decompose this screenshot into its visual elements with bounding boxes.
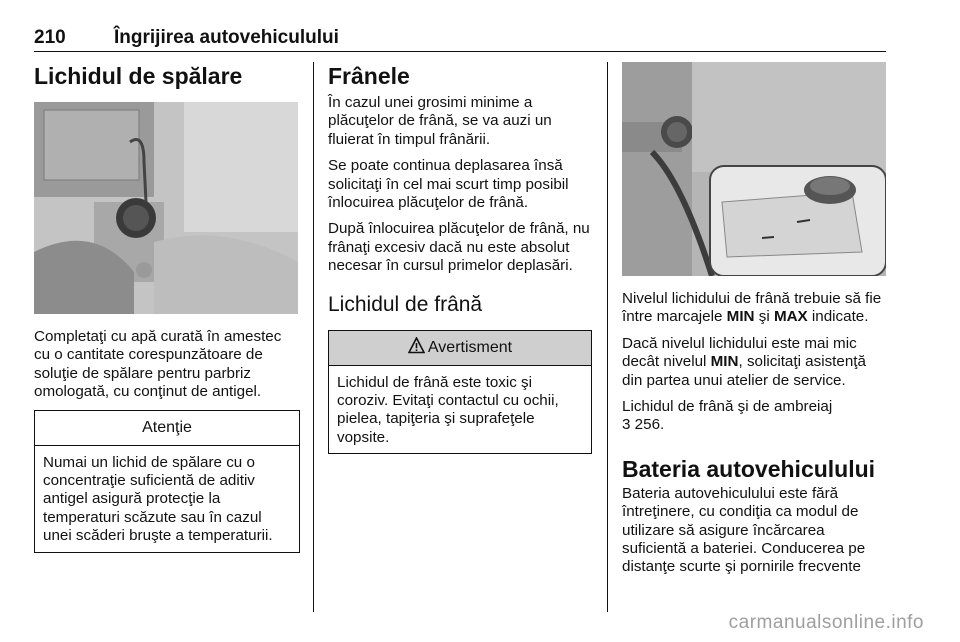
page-header <box>34 27 886 52</box>
page-reference-arrow-icon: 3 <box>622 416 631 434</box>
page-reference[interactable]: 256. <box>630 416 665 434</box>
brake-fluid-reservoir-photo <box>622 62 886 276</box>
brakes-paragraph-2: Se poate continua deplasarea însă solicitaţi în cel mai scurt timp posibil înlocuirea plăcuţelor de frână. <box>328 157 569 212</box>
min-mark: MIN <box>710 353 739 371</box>
warning-body: Lichidul de frână este toxic şi coroziv. Evitaţi contactul cu ochii, pielea, tapiţeria şi suprafeţele vopsite. <box>337 373 559 446</box>
note-title: Atenţie <box>35 411 299 446</box>
battery-paragraph: Bateria autovehiculului este fără întreţinere, cu condiţia ca modul de utilizare să asigure încărcarea suficientă a bateriei. Conducerea pe distanţe scurte şi pornirile frecvente <box>622 484 866 576</box>
section-heading-battery: Bateria autovehiculului <box>622 455 876 482</box>
low-level-paragraph: Dacă nivelul lichidului este mai mic decât nivelul MIN, solicitaţi asistenţă din partea unui atelier de service. <box>622 334 866 389</box>
section-heading-washer: Lichidul de spălare <box>34 63 243 89</box>
washer-reservoir-photo <box>34 102 298 314</box>
page-number: 210 <box>34 27 66 48</box>
sub-heading-brake-fluid: Lichidul de frână <box>328 292 483 316</box>
column-divider <box>607 62 608 612</box>
cross-reference-paragraph: Lichidul de frână şi de ambreiaj 3 256. <box>622 398 833 434</box>
warning-title: Avertisment <box>427 338 513 356</box>
section-heading-brakes: Frânele <box>328 63 410 89</box>
note-box <box>34 410 300 553</box>
warning-triangle-icon <box>408 337 425 354</box>
warning-box <box>328 330 592 455</box>
note-body: Numai un lichid de spălare cu o concentraţie suficientă de aditiv antigel asigură protecţie la temperaturi scăzute sau în cazul unei scăderi bruşte a temperaturii. <box>43 453 273 545</box>
brakes-paragraph-1: În cazul unei grosimi minime a plăcuţelor de frână, se va auzi un fluierat în timpul frânării. <box>328 94 552 148</box>
column-brake-fluid-level <box>622 62 886 585</box>
column-washer-fluid <box>34 62 300 553</box>
min-mark: MIN <box>726 308 755 326</box>
brakes-paragraph-3: După înlocuirea plăcuţelor de frână, nu frânaţi excesiv dacă nu este absolut necesar în cursul primelor deplasări. <box>328 220 590 275</box>
fluid-level-paragraph: Nivelul lichidului de frână trebuie să fie între marcajele MIN şi MAX indicate. <box>622 290 882 326</box>
column-divider <box>313 62 314 612</box>
warning-header <box>329 331 591 366</box>
max-mark: MAX <box>773 308 808 326</box>
washer-paragraph: Completaţi cu apă curată în amestec cu o cantitate corespunzătoare de soluţie de spălare pentru parbriz omologată, cu conţinut de antigel. <box>34 328 282 401</box>
watermark: carmanualsonline.info <box>728 612 924 633</box>
column-brakes <box>328 62 592 454</box>
chapter-title: Îngrijirea autovehiculului <box>114 27 339 48</box>
